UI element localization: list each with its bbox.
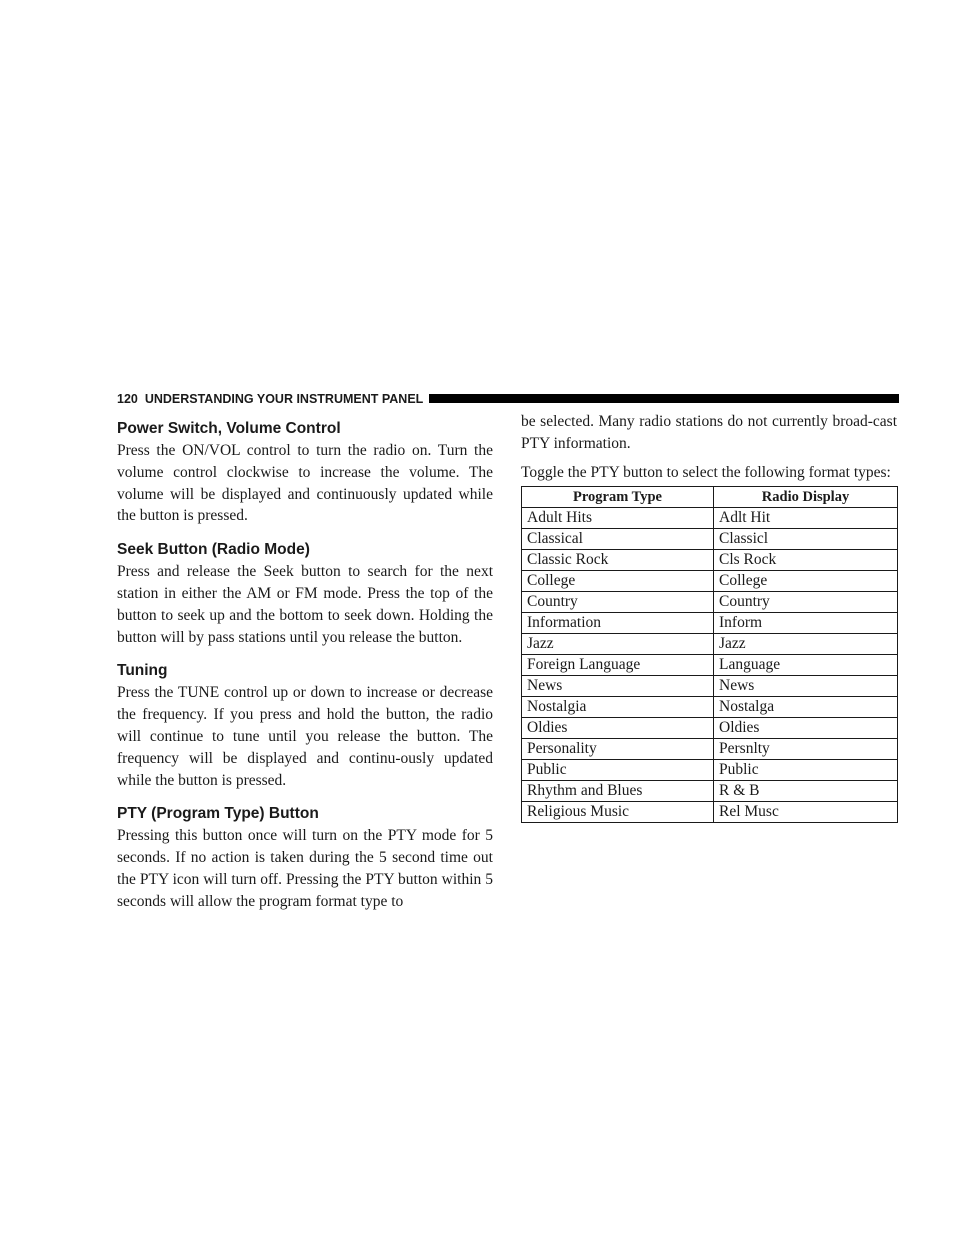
paragraph-seek-button: Press and release the Seek button to search for the next station in either the AM or FM mode. Press the top of the button to seek up and the bottom to seek down. Holding the button will by pass stations until you release the button. bbox=[117, 563, 493, 646]
heading-power-switch: Power Switch, Volume Control bbox=[117, 420, 341, 437]
table-row bbox=[522, 633, 898, 654]
paragraph-toggle-pty: Toggle the PTY button to select the following format types: bbox=[521, 463, 891, 481]
cell-program-type: Public bbox=[522, 759, 714, 780]
cell-radio-display: News bbox=[714, 675, 898, 696]
heading-pty-button: PTY (Program Type) Button bbox=[117, 805, 319, 823]
cell-program-type: Adult Hits bbox=[522, 507, 714, 528]
cell-radio-display: Cls Rock bbox=[714, 549, 898, 570]
header-label bbox=[117, 391, 429, 407]
right-column bbox=[521, 411, 897, 823]
program-type-table bbox=[521, 486, 898, 823]
page-number: 120 bbox=[117, 392, 138, 406]
cell-radio-display: Nostalga bbox=[714, 696, 898, 717]
cell-radio-display: Oldies bbox=[714, 717, 898, 738]
cell-radio-display: College bbox=[714, 570, 898, 591]
cell-program-type: Classic Rock bbox=[522, 549, 714, 570]
table-header-row bbox=[522, 486, 898, 507]
section-title: UNDERSTANDING YOUR INSTRUMENT PANEL bbox=[144, 392, 424, 406]
table-row bbox=[522, 717, 898, 738]
cell-radio-display: Country bbox=[714, 591, 898, 612]
table-row bbox=[522, 780, 898, 801]
cell-program-type: Foreign Language bbox=[522, 654, 714, 675]
table-body bbox=[522, 507, 898, 822]
table-row bbox=[522, 675, 898, 696]
cell-radio-display: Public bbox=[714, 759, 898, 780]
cell-radio-display: Persnlty bbox=[714, 738, 898, 759]
cell-program-type: Classical bbox=[522, 528, 714, 549]
cell-radio-display: Inform bbox=[714, 612, 898, 633]
left-column bbox=[117, 418, 493, 925]
cell-program-type: Personality bbox=[522, 738, 714, 759]
cell-radio-display: Jazz bbox=[714, 633, 898, 654]
cell-program-type: Country bbox=[522, 591, 714, 612]
cell-radio-display: Language bbox=[714, 654, 898, 675]
table-row bbox=[522, 759, 898, 780]
cell-program-type: News bbox=[522, 675, 714, 696]
heading-seek-button: Seek Button (Radio Mode) bbox=[117, 541, 310, 559]
paragraph-tuning: Press the TUNE control up or down to increase or decrease the frequency. If you press and hold the button, the radio will continue to tune until you release the button. The frequency will be displayed and continu-ously updated while the button is pressed. bbox=[117, 684, 493, 789]
paragraph-pty-continued: be selected. Many radio stations do not currently broad-cast PTY information. bbox=[521, 413, 897, 452]
cell-program-type: Nostalgia bbox=[522, 696, 714, 717]
cell-radio-display: Classicl bbox=[714, 528, 898, 549]
table-row bbox=[522, 528, 898, 549]
table-row bbox=[522, 738, 898, 759]
paragraph-pty-button: Pressing this button once will turn on the PTY mode for 5 seconds. If no action is taken during the 5 second time out the PTY icon will turn off. Pressing the PTY button within 5 seconds will allow the program format type to bbox=[117, 827, 493, 910]
table-row bbox=[522, 570, 898, 591]
cell-program-type: Information bbox=[522, 612, 714, 633]
paragraph-power-switch: Press the ON/VOL control to turn the radio on. Turn the volume control clockwise to increase the volume. The volume will be displayed and continuously updated while the button is pressed. bbox=[117, 442, 493, 525]
page-header bbox=[117, 391, 899, 407]
table-row bbox=[522, 654, 898, 675]
cell-radio-display: Adlt Hit bbox=[714, 507, 898, 528]
table-row bbox=[522, 549, 898, 570]
table-row bbox=[522, 612, 898, 633]
table-row bbox=[522, 696, 898, 717]
heading-tuning: Tuning bbox=[117, 662, 168, 680]
column-header-program-type: Program Type bbox=[522, 486, 714, 507]
cell-program-type: Religious Music bbox=[522, 801, 714, 822]
cell-program-type: College bbox=[522, 570, 714, 591]
cell-radio-display: Rel Musc bbox=[714, 801, 898, 822]
cell-radio-display: R & B bbox=[714, 780, 898, 801]
cell-program-type: Jazz bbox=[522, 633, 714, 654]
table-row bbox=[522, 801, 898, 822]
table-row bbox=[522, 507, 898, 528]
cell-program-type: Rhythm and Blues bbox=[522, 780, 714, 801]
table-row bbox=[522, 591, 898, 612]
cell-program-type: Oldies bbox=[522, 717, 714, 738]
column-header-radio-display: Radio Display bbox=[714, 486, 898, 507]
